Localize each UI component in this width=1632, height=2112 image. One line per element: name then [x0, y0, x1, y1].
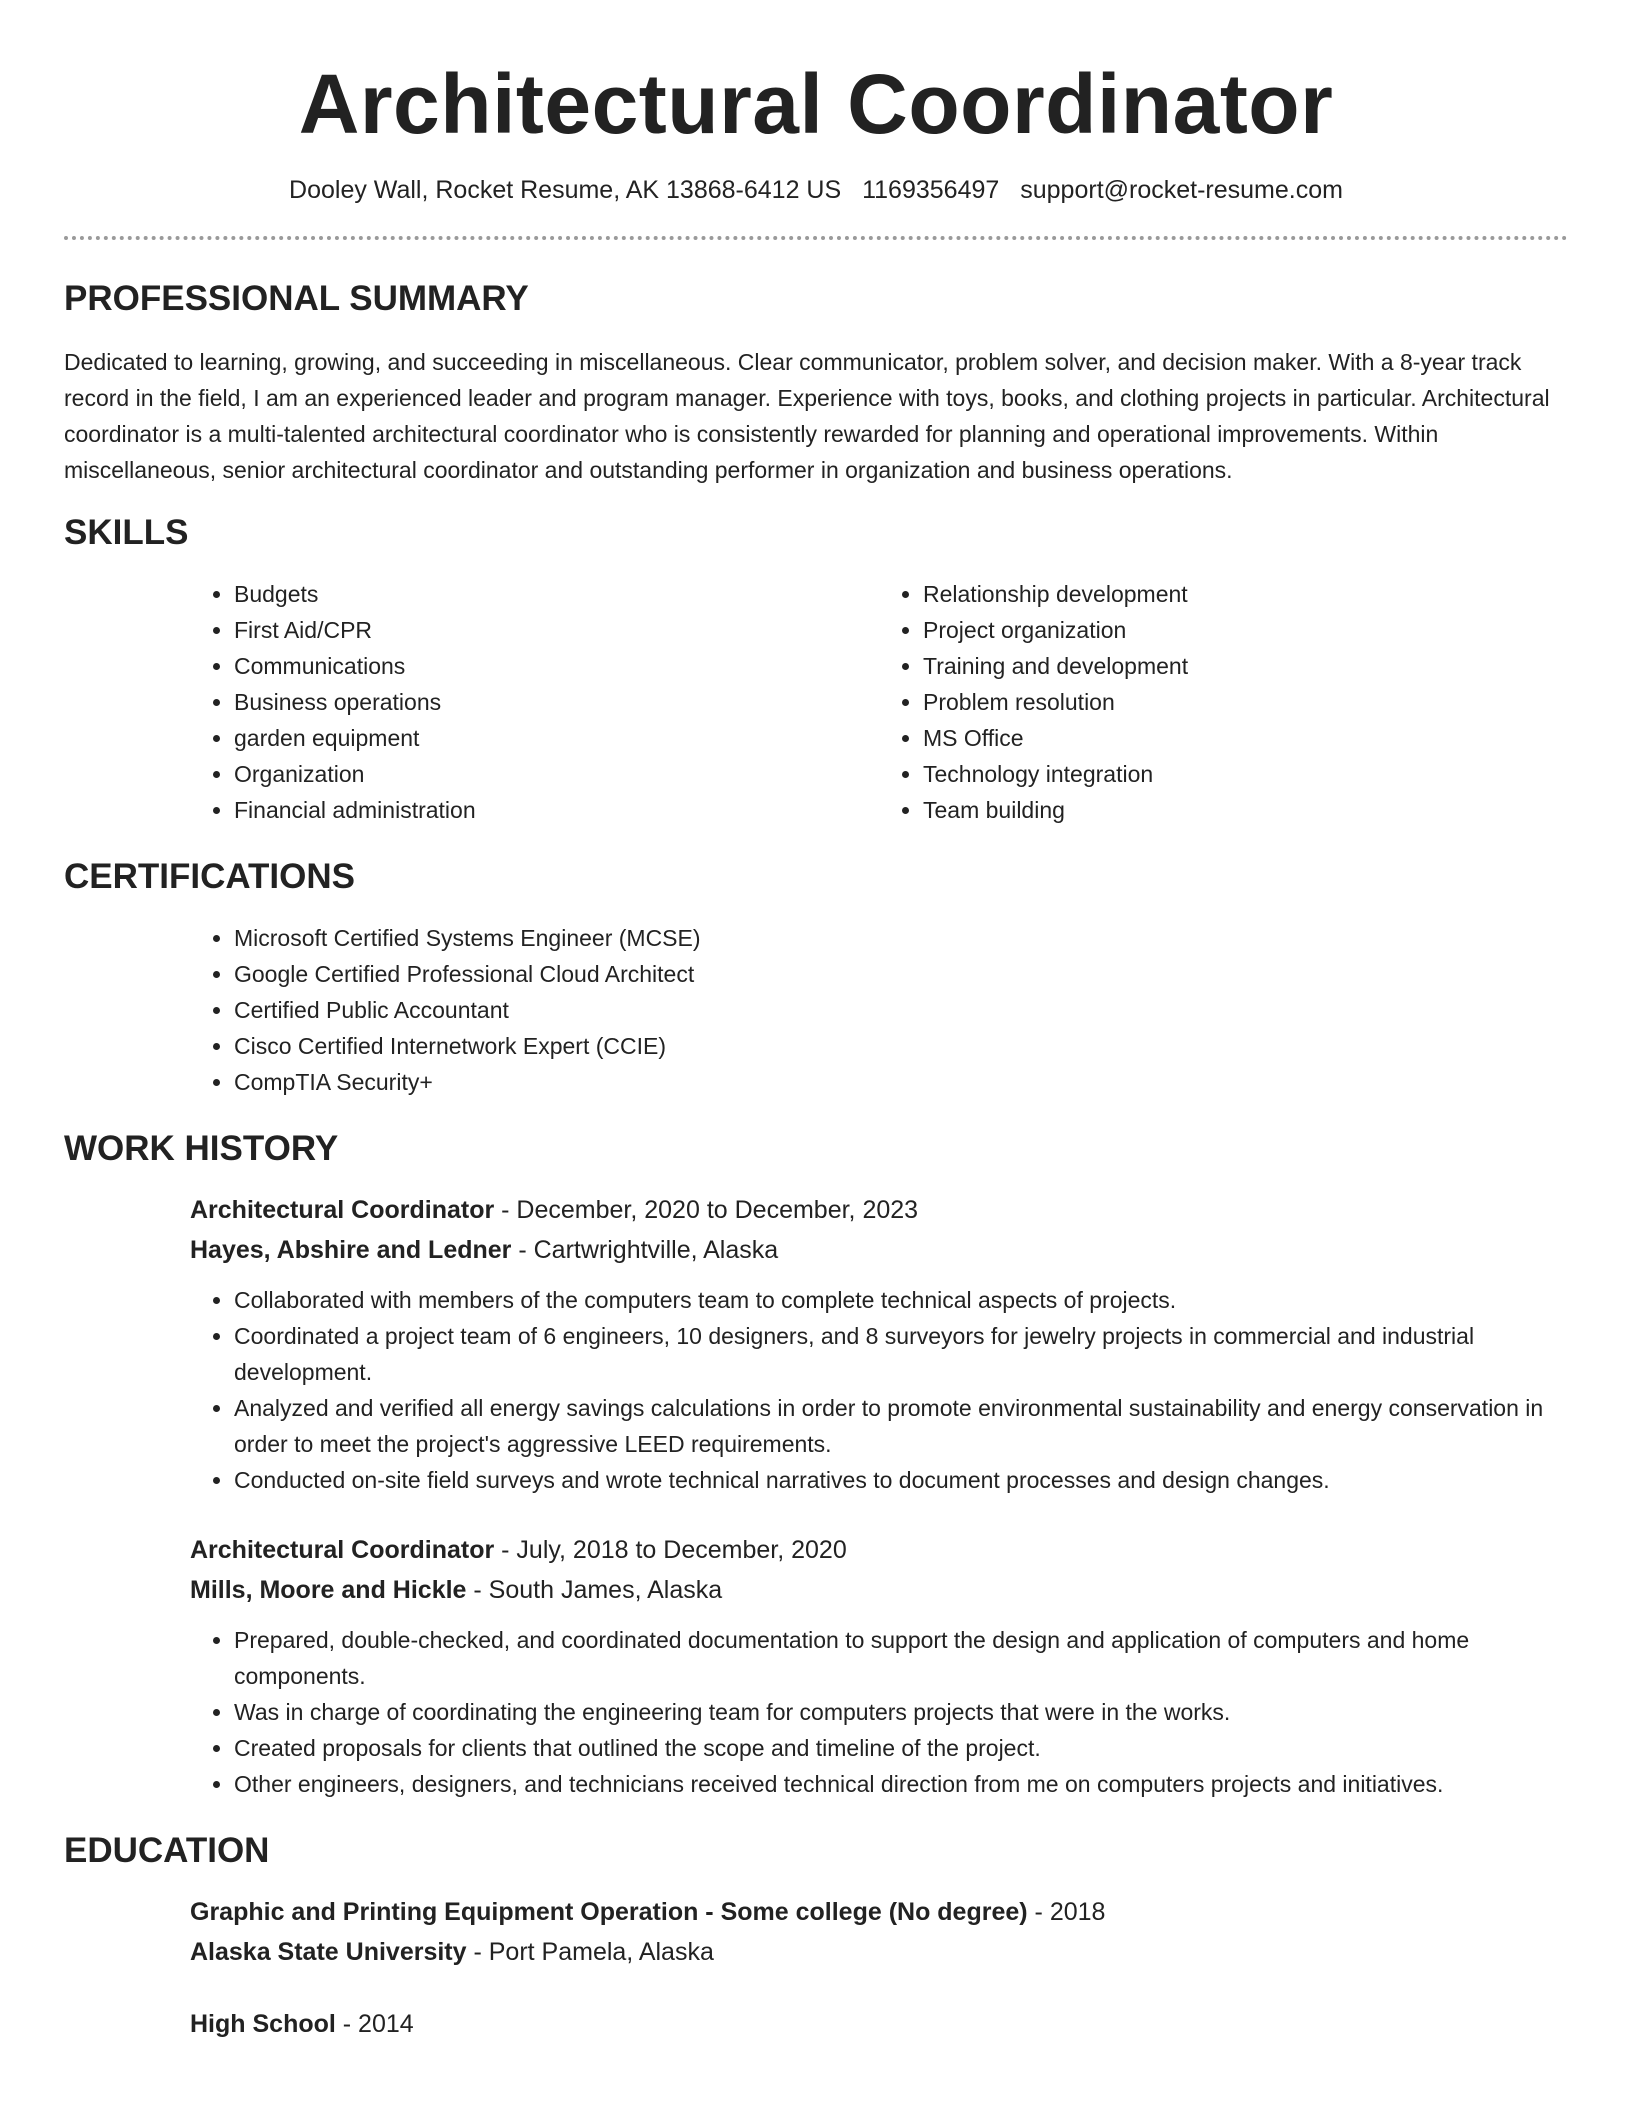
skill-item: • Communications	[234, 648, 879, 684]
candidate-name: Architectural Coordinator	[298, 57, 1334, 151]
education-entry	[190, 2004, 1568, 2044]
skills-list	[190, 576, 1568, 828]
skill-item: • MS Office	[923, 720, 1568, 756]
contact-line	[64, 174, 1568, 206]
job-role: Architectural Coordinator	[190, 1196, 495, 1224]
certification-item: • Certified Public Accountant	[234, 992, 1568, 1028]
job-bullet: • Created proposals for clients that outlined the scope and timeline of the project.	[234, 1730, 1568, 1766]
skills-heading: SKILLS	[64, 513, 189, 552]
certifications-list	[190, 920, 1568, 1100]
job-bullet: • Prepared, double-checked, and coordinated documentation to support the design and application of computers and home components.	[234, 1622, 1568, 1694]
contact-email[interactable]: support@rocket-resume.com	[1020, 176, 1343, 204]
skill-item: • Financial administration	[234, 792, 879, 828]
education-degree: High School	[190, 2010, 336, 2038]
skill-item: • garden equipment	[234, 720, 879, 756]
skill-item: • Technology integration	[923, 756, 1568, 792]
job-title-line	[190, 1190, 1568, 1230]
job-location: - Cartwrightville, Alaska	[511, 1236, 779, 1264]
job-entry	[190, 1530, 1568, 1802]
job-company: Hayes, Abshire and Ledner	[190, 1236, 512, 1264]
skill-item: • Project organization	[923, 612, 1568, 648]
job-bullets	[190, 1622, 1568, 1802]
education-location: - Port Pamela, Alaska	[466, 1938, 714, 1966]
skill-item: • Team building	[923, 792, 1568, 828]
education-year: - 2018	[1027, 1898, 1106, 1926]
job-bullet: • Coordinated a project team of 6 engineers, 10 designers, and 8 surveyors for jewelry projects in commercial and industrial development.	[234, 1318, 1568, 1390]
skill-item: • Budgets	[234, 576, 879, 612]
education-entry	[190, 1892, 1568, 1972]
job-company-line	[190, 1570, 1568, 1610]
job-bullets	[190, 1282, 1568, 1498]
skill-item: • Training and development	[923, 648, 1568, 684]
contact-address: Dooley Wall, Rocket Resume, AK 13868-6412 US	[289, 176, 842, 204]
skill-item: • Organization	[234, 756, 879, 792]
job-entry	[190, 1190, 1568, 1498]
job-company: Mills, Moore and Hickle	[190, 1576, 467, 1604]
certification-item: • Cisco Certified Internetwork Expert (CCIE)	[234, 1028, 1568, 1064]
skill-item: • Problem resolution	[923, 684, 1568, 720]
education-school: Alaska State University	[190, 1938, 467, 1966]
education-school-line	[190, 1932, 1568, 1972]
contact-phone: 1169356497	[862, 176, 1000, 204]
job-title-line	[190, 1530, 1568, 1570]
job-bullet: • Other engineers, designers, and technicians received technical direction from me on computers projects and initiatives.	[234, 1766, 1568, 1802]
education-degree: Graphic and Printing Equipment Operation - Some college (No degree)	[190, 1898, 1028, 1926]
certification-item: • Google Certified Professional Cloud Architect	[234, 956, 1568, 992]
job-bullet: • Conducted on-site field surveys and wrote technical narratives to document processes and design changes.	[234, 1462, 1568, 1498]
job-location: - South James, Alaska	[466, 1576, 723, 1604]
job-dates: - December, 2020 to December, 2023	[494, 1196, 919, 1224]
education-heading: EDUCATION	[64, 1831, 270, 1870]
header-divider	[64, 236, 1568, 240]
job-bullet: • Analyzed and verified all energy savings calculations in order to promote environmental sustainability and energy conservation in order to meet the project's aggressive LEED requirements.	[234, 1390, 1568, 1462]
work-heading: WORK HISTORY	[64, 1129, 339, 1168]
skills-column-left	[190, 576, 879, 828]
skill-item: • Relationship development	[923, 576, 1568, 612]
certifications-heading: CERTIFICATIONS	[64, 857, 356, 896]
summary-text: Dedicated to learning, growing, and succeeding in miscellaneous. Clear communicator, problem solver, and decision maker. With a 8-year track record in the field, I am an experienced leader and program manager. Experience with toys, books, and clothing projects in particular. Architectural coordinator is a multi-talented architectural coordinator who is consistently rewarded for planning and operational improvements. Within miscellaneous, senior architectural coordinator and outstanding performer in organization and business operations.	[64, 349, 1550, 483]
summary-heading: PROFESSIONAL SUMMARY	[64, 279, 529, 318]
education-year: - 2014	[335, 2010, 414, 2038]
job-bullet: • Was in charge of coordinating the engineering team for computers projects that were in the works.	[234, 1694, 1568, 1730]
education-degree-line	[190, 2004, 1568, 2044]
skills-column-right	[879, 576, 1568, 828]
job-dates: - July, 2018 to December, 2020	[494, 1536, 847, 1564]
job-company-line	[190, 1230, 1568, 1270]
certification-item: • CompTIA Security+	[234, 1064, 1568, 1100]
certification-item: • Microsoft Certified Systems Engineer (MCSE)	[234, 920, 1568, 956]
job-bullet: • Collaborated with members of the computers team to complete technical aspects of projects.	[234, 1282, 1568, 1318]
skill-item: • Business operations	[234, 684, 879, 720]
education-degree-line	[190, 1892, 1568, 1932]
skill-item: • First Aid/CPR	[234, 612, 879, 648]
resume-page	[64, 0, 1568, 2044]
job-role: Architectural Coordinator	[190, 1536, 495, 1564]
